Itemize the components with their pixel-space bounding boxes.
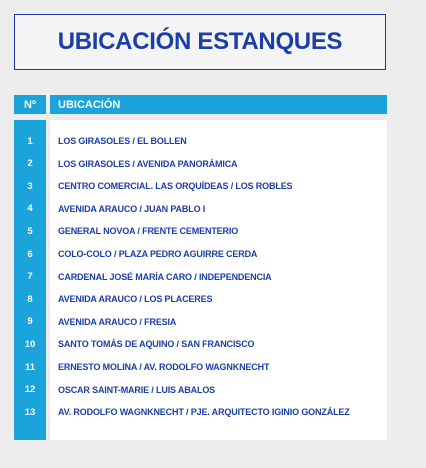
locations-table <box>14 95 387 440</box>
row-number: 12 <box>24 384 36 396</box>
row-location: LOS GIRASOLES / AVENIDA PANORÁMICA <box>58 158 238 169</box>
row-number: 9 <box>27 316 33 328</box>
table-row <box>14 356 387 378</box>
table-row <box>14 266 387 288</box>
table-row <box>14 220 387 242</box>
row-location: CENTRO COMERCIAL. LAS ORQUÍDEAS / LOS ROBLES <box>58 181 293 192</box>
row-location: ERNESTO MOLINA / AV. RODOLFO WAGNKNECHT <box>58 362 270 372</box>
row-location: LOS GIRASOLES / EL BOLLEN <box>58 136 187 146</box>
row-number: 3 <box>27 180 33 192</box>
header-number: Nº <box>14 95 46 114</box>
row-number: 2 <box>27 158 33 170</box>
row-number: 5 <box>27 225 33 237</box>
row-number: 7 <box>27 271 33 283</box>
row-location: CARDENAL JOSÉ MARÍA CARO / INDEPENDENCIA <box>58 271 272 282</box>
row-number: 10 <box>24 338 36 350</box>
row-location: SANTO TOMÁS DE AQUINO / SAN FRANCISCO <box>58 339 255 350</box>
table-row <box>14 175 387 197</box>
row-location: AVENIDA ARAUCO / FRESIA <box>58 316 177 327</box>
header-location: UBICACIÓN <box>50 95 387 114</box>
row-location: OSCAR SAINT-MARIE / LUIS ABALOS <box>58 384 216 395</box>
table-row <box>14 311 387 333</box>
table-row <box>14 130 387 152</box>
table-row <box>14 333 387 355</box>
table-row <box>14 401 387 423</box>
row-location: COLO-COLO / PLAZA PEDRO AGUIRRE CERDA <box>58 249 258 259</box>
page-title: UBICACIÓN ESTANQUES <box>57 28 343 55</box>
row-number: 4 <box>27 203 33 215</box>
row-number: 1 <box>27 135 33 147</box>
table-row <box>14 243 387 265</box>
row-number: 6 <box>27 248 33 260</box>
row-location: AV. RODOLFO WAGNKNECHT / PJE. ARQUITECTO IGINIO GONZÁLEZ <box>58 407 350 418</box>
title-box <box>14 14 386 70</box>
row-location: AVENIDA ARAUCO / JUAN PABLO I <box>58 203 206 214</box>
row-number: 8 <box>27 293 33 305</box>
table-row <box>14 153 387 175</box>
row-location: GENERAL NOVOA / FRENTE CEMENTERIO <box>58 226 239 237</box>
table-row <box>14 198 387 220</box>
table-row <box>14 288 387 310</box>
row-number: 11 <box>24 361 36 373</box>
row-number: 13 <box>24 406 36 418</box>
table-row <box>14 379 387 401</box>
row-location: AVENIDA ARAUCO / LOS PLACERES <box>58 294 213 305</box>
